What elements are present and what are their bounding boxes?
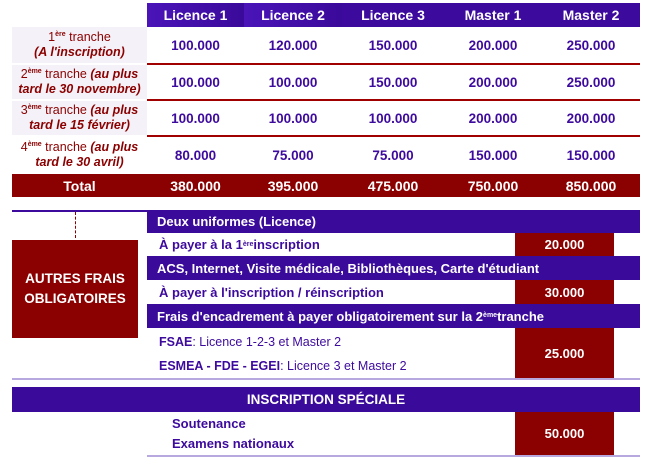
deadline: (au plus bbox=[90, 67, 139, 81]
school-levels: : Licence 3 et Master 2 bbox=[280, 359, 407, 373]
inscription-speciale-title: INSCRIPTION SPÉCIALE bbox=[12, 387, 640, 412]
cell-r4-l2: 75.000 bbox=[272, 147, 314, 163]
cell-r1-m1: 200.000 bbox=[468, 37, 518, 53]
school-name: FSAE bbox=[159, 335, 193, 349]
col-header-licence-2: Licence 2 bbox=[244, 3, 342, 27]
section-bottom-line bbox=[12, 378, 640, 380]
encadrement-line-fsae bbox=[147, 331, 515, 353]
cell-r2-m2: 250.000 bbox=[566, 74, 616, 90]
acs-detail: À payer à l'inscription / réinscription bbox=[159, 284, 384, 300]
title-line-1: AUTRES FRAIS bbox=[25, 271, 125, 286]
speciale-amount: 50.000 bbox=[515, 412, 614, 455]
deadline: tard le 30 novembre) bbox=[18, 82, 141, 96]
row-label-tranche-2 bbox=[12, 65, 147, 99]
ordinal: 4 bbox=[20, 140, 28, 154]
tranche-label: tranche bbox=[65, 30, 111, 44]
school-levels: : Licence 1-2-3 et Master 2 bbox=[192, 335, 342, 349]
deadline: tard le 15 février) bbox=[29, 118, 130, 132]
col-header-master-2: Master 2 bbox=[542, 3, 640, 27]
cell-r1-l2: 120.000 bbox=[268, 37, 318, 53]
cell-r1-m2: 250.000 bbox=[566, 37, 616, 53]
uniformes-amount: 20.000 bbox=[515, 233, 614, 256]
deadline: (au plus bbox=[90, 103, 139, 117]
header-text: tranche bbox=[497, 308, 545, 324]
cell-r3-m1: 200.000 bbox=[468, 110, 518, 126]
cell-r1-l3: 150.000 bbox=[368, 37, 418, 53]
cell-r4-l1: 80.000 bbox=[174, 147, 217, 163]
deadline: tard le 30 avril) bbox=[35, 155, 124, 169]
cell-r2-m1: 200.000 bbox=[468, 74, 518, 90]
cell-r3-l2: 100.000 bbox=[268, 110, 318, 126]
ordinal: 2 bbox=[20, 67, 28, 81]
encadrement-header: Frais d'encadrement à payer obligatoirement sur la 2 ème tranche bbox=[147, 304, 640, 328]
cell-r2-l1: 100.000 bbox=[171, 74, 220, 90]
speciale-line-examens: Examens nationaux bbox=[172, 435, 295, 451]
ordinal: 3 bbox=[20, 103, 28, 117]
acs-amount: 30.000 bbox=[515, 280, 614, 304]
cell-r1-l1: 100.000 bbox=[171, 37, 220, 53]
cell-r3-l3: 100.000 bbox=[368, 110, 418, 126]
dashed-connector bbox=[75, 212, 76, 238]
total-l2: 395.000 bbox=[244, 174, 342, 197]
ordinal-sup: ème bbox=[27, 103, 42, 111]
cell-r3-l1: 100.000 bbox=[171, 110, 220, 126]
ordinal-sup: ème bbox=[27, 67, 42, 75]
tranche-label: tranche bbox=[41, 140, 91, 154]
encadrement-line-esmea bbox=[147, 355, 515, 377]
autres-frais-title bbox=[12, 240, 138, 338]
acs-header: ACS, Internet, Visite médicale, Bibliothèques, Carte d'étudiant bbox=[147, 256, 640, 280]
uniformes-detail: À payer à la 1 ère inscription bbox=[159, 237, 320, 252]
total-l3: 475.000 bbox=[342, 174, 444, 197]
cell-r2-l3: 150.000 bbox=[368, 74, 418, 90]
deadline: (au plus bbox=[90, 140, 139, 154]
col-header-licence-3: Licence 3 bbox=[342, 3, 444, 27]
deadline: (A l'inscription) bbox=[34, 45, 125, 59]
title-line-2: OBLIGATOIRES bbox=[24, 291, 126, 306]
section-top-line bbox=[12, 210, 147, 212]
cell-r4-l3: 75.000 bbox=[372, 147, 414, 163]
tranche-label: tranche bbox=[41, 67, 91, 81]
col-header-master-1: Master 1 bbox=[444, 3, 542, 27]
cell-r4-m2: 150.000 bbox=[566, 147, 616, 163]
cell-r3-m2: 200.000 bbox=[566, 110, 616, 126]
total-label: Total bbox=[12, 174, 147, 197]
encadrement-amount: 25.000 bbox=[515, 328, 614, 378]
speciale-bottom-line bbox=[147, 455, 640, 457]
row-label-tranche-1 bbox=[12, 27, 147, 63]
row-label-tranche-4 bbox=[12, 137, 147, 173]
detail-text: inscription bbox=[253, 237, 320, 252]
ordinal: 1 bbox=[48, 30, 56, 44]
detail-text: À payer à la 1 bbox=[159, 237, 243, 252]
uniformes-header: Deux uniformes (Licence) bbox=[147, 210, 640, 233]
col-header-licence-1: Licence 1 bbox=[147, 3, 244, 27]
header-text: Frais d'encadrement à payer obligatoirement sur la 2 bbox=[157, 308, 484, 324]
speciale-line-soutenance: Soutenance bbox=[172, 415, 246, 431]
ordinal-sup: ème bbox=[27, 140, 42, 148]
ordinal-sup: ère bbox=[55, 30, 66, 38]
cell-r2-l2: 100.000 bbox=[268, 74, 318, 90]
total-m2: 850.000 bbox=[542, 174, 640, 197]
cell-r4-m1: 150.000 bbox=[468, 147, 518, 163]
school-name: ESMEA - FDE - EGEI bbox=[159, 359, 281, 373]
total-l1: 380.000 bbox=[147, 174, 244, 197]
tranche-label: tranche bbox=[41, 103, 91, 117]
row-label-tranche-3 bbox=[12, 101, 147, 135]
total-m1: 750.000 bbox=[444, 174, 542, 197]
